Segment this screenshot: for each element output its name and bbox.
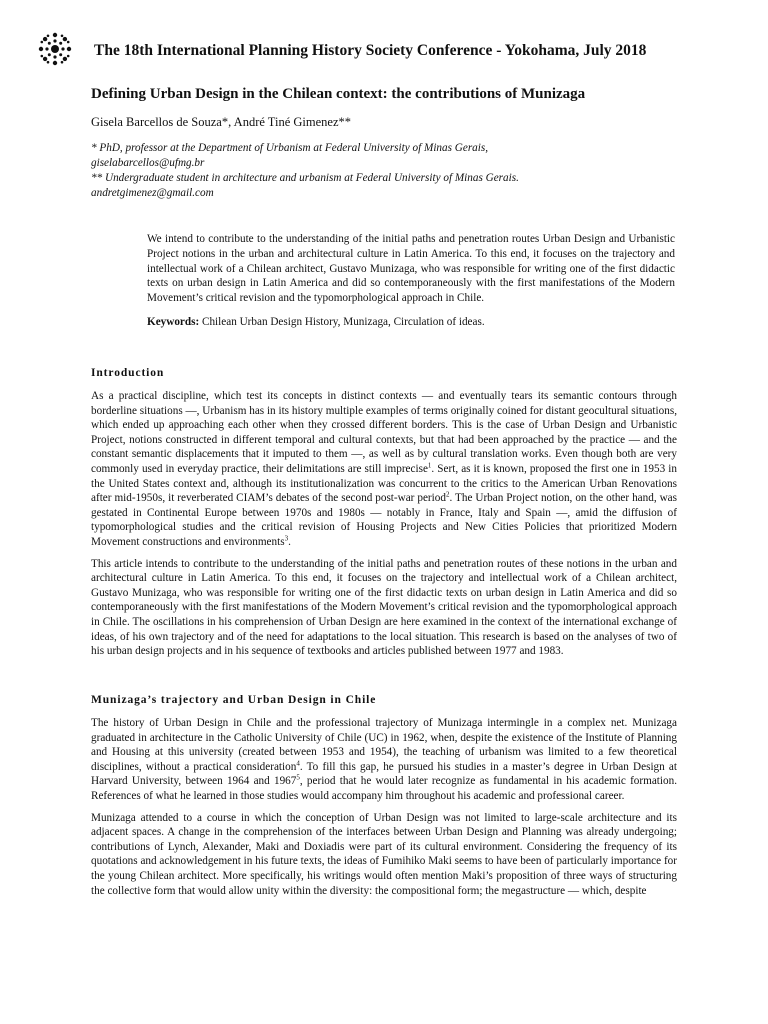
text-run: . To fill this gap, he pursued his studies in a master’s degree in Urban Design at Harvard University, between 1964 and 1967 (91, 760, 677, 788)
paper-title: Defining Urban Design in the Chilean context: the contributions of Munizaga (91, 86, 586, 102)
footnote-ref: 3 (284, 534, 289, 543)
keywords (147, 315, 675, 330)
abstract (147, 232, 675, 330)
affiliation-line: ** Undergraduate student in architecture and urbanism at Federal University of Minas Gerais. (91, 172, 519, 184)
abstract-text: We intend to contribute to the understanding of the initial paths and penetration routes Urban Design and Urbanistic Project notions in the urban and architectural culture in Latin America. To this end, it focuses on the trajectory and intellectual work of a Chilean architect, Gustavo Munizaga, who was responsible for writing one of the first didactic texts on urban design in Latin America and did so contemporaneously with the first manifestations of the Modern Movement’s critical revision and the typomorphological approach in Chile. (147, 233, 675, 305)
paragraph: This article intends to contribute to the understanding of the initial paths and penetration routes of these notions in the urban and architectural culture in Latin America. To this end, it focuses on the trajectory and intellectual work of a Chilean architect, Gustavo Munizaga, who was responsible for writing one of the first didactic texts on urban design in Latin America and did so contemporaneously with the first manifestations of the Modern Movement’s critical revision and the typomorphological approach in Chile. The oscillations in his comprehension of Urban Design are here examined in the context of the international exchange of ideas, of his own trajectory and of the need for adaptations to the local situation. This research is based on the analyses of two of his urban design projects and in his sequence of textbooks and articles published between 1977 and 1983. (91, 557, 677, 658)
footnote-ref: 1 (427, 461, 432, 470)
keywords-label: Keywords: (147, 315, 200, 328)
affiliation-email: andretgimenez@gmail.com (91, 187, 214, 199)
affiliation-line: * PhD, professor at the Department of Urbanism at Federal University of Minas Gerais, (91, 142, 489, 154)
section-introduction (91, 367, 677, 666)
ipsh-logo-icon (36, 30, 74, 68)
footnote-ref: 4 (296, 759, 300, 768)
text-run: . (288, 535, 291, 548)
text-run: , period that he would later recognize as fundamental in his academic formation. References of what he learned in those studies would accompany him throughout his academic and professional career. (91, 775, 677, 802)
conference-header (36, 30, 736, 70)
author-affiliations (91, 141, 691, 201)
text-run: As a practical discipline, which test its concepts in distinct contexts — and eventually tears its semantic contours through borderline situations —, Urbanism has in its history multiple examples of terms originally coined for distant geocultural situations, which ended up approaching each other when they crossed different borders. This is the case of Urban Design and Urbanistic Project, notions constructed in different temporal and cultural contexts, but that had been approached by the practice — and the constant semantic displacements that it imputed to them —, as well as by cultural translation works. Even though both are very commonly used in everyday practice, their delimitations are still imprecise (91, 390, 677, 475)
paragraph (91, 716, 677, 804)
footnote-ref: 2 (445, 490, 450, 499)
conference-title: The 18th International Planning History Society Conference - Yokohama, July 2018 (94, 42, 647, 59)
text-run: . Sert, as it is known, proposed the first one in 1953 in the United States context and, although its institutionalization was concurrent to the critics to the American Urban Renovations after mid-1950s, it reverberated CIAM’s debates of the second post-war period (91, 462, 678, 505)
text-run: . The Urban Project notion, on the other hand, was gestated in Continental Europe between 1970s and 1980s — notably in France, Italy and Spain —, amid the diffusion of typomorphological studies and the critical revision of Housing Projects and New Cities Policies that prioritized Modern Movement constructions and environments (91, 492, 677, 548)
section-heading: Munizaga’s trajectory and Urban Design in Chile (91, 694, 377, 706)
paper-authors: Gisela Barcellos de Souza*, André Tiné Gimenez** (91, 115, 352, 129)
footnote-ref: 5 (296, 773, 300, 782)
paragraph: Munizaga attended to a course in which the conception of Urban Design was not limited to large-scale architecture and its adjacent spaces. A change in the comprehension of the interfaces between Urban Design and Planning was already undergoing; contributions of Lynch, Alexander, Maki and Doxiadis were part of its cultural environment. Considering the frequency of its quotations and acknowledgement in his future texts, the ideas of Fumihiko Maki seems to have been of particularly importance for the young Chilean architect. More specifically, his writings would often mention Maki’s proposition of three ways of structuring the collective form that would allow unity within the diversity: the compositional form; the megastructure — which, despite (91, 811, 677, 897)
section-heading: Introduction (91, 367, 165, 379)
section-trajectory (91, 694, 677, 905)
keywords-text: Chilean Urban Design History, Munizaga, Circulation of ideas. (202, 315, 485, 328)
text-run: The history of Urban Design in Chile and the professional trajectory of Munizaga intermingle in a complex net. Munizaga graduated in architecture in the Catholic University of Chile (UC) in 1962, when, despite the existence of the Institute of Planning and Housing at this university (created between 1953 and 1954), the teaching of urbanism was limited to a few theoretical disciplines, without a practical consideration (91, 717, 677, 773)
affiliation-email: giselabarcellos@ufmg.br (91, 157, 205, 169)
paragraph (91, 389, 677, 550)
